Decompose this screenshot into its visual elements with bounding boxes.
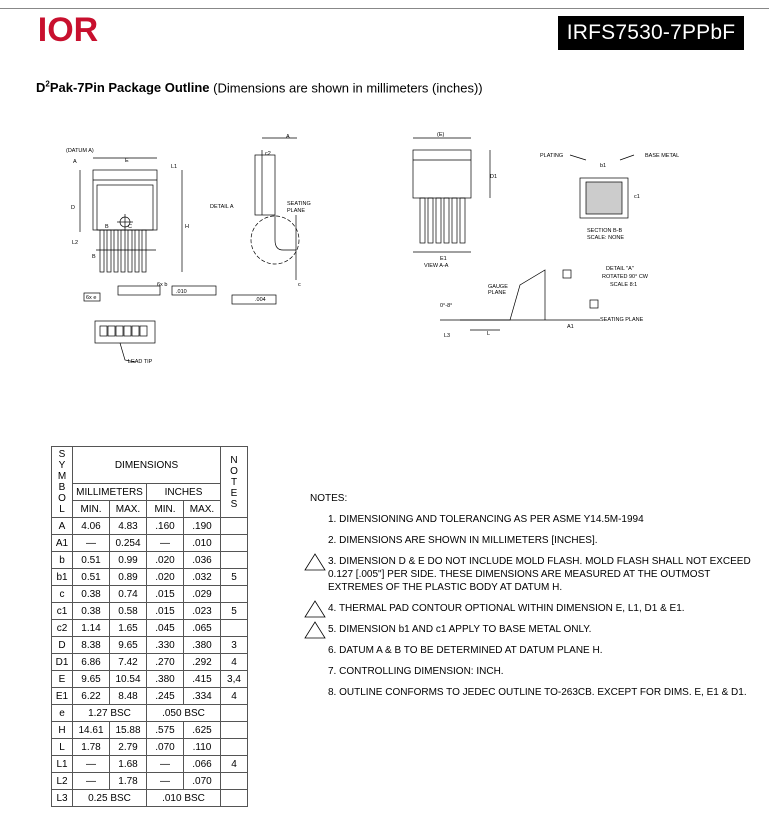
note-cell — [221, 705, 248, 722]
mm-min-cell: 0.38 — [73, 586, 110, 603]
svg-text:.010: .010 — [176, 289, 187, 295]
symbol-cell: L2 — [52, 773, 73, 790]
table-row — [52, 620, 248, 637]
inch-max-cell: .070 — [184, 773, 221, 790]
svg-text:LEAD TIP: LEAD TIP — [128, 359, 153, 365]
note-item — [310, 644, 765, 657]
header-rule — [0, 8, 769, 9]
mm-max-cell: 0.254 — [110, 535, 147, 552]
inch-max-cell: .380 — [184, 637, 221, 654]
table-row — [52, 535, 248, 552]
svg-text:SEATING PLANE: SEATING PLANE — [600, 317, 644, 323]
note-text: DATUM A & B TO BE DETERMINED AT DATUM PLANE H. — [339, 645, 603, 656]
table-row — [52, 518, 248, 535]
inch-max-cell: .110 — [184, 739, 221, 756]
inch-min-cell: .070 — [147, 739, 184, 756]
svg-text:PLATING: PLATING — [540, 153, 564, 159]
svg-text:SCALE: NONE: SCALE: NONE — [587, 235, 624, 241]
inch-max-cell: .065 — [184, 620, 221, 637]
inch-max-cell: .334 — [184, 688, 221, 705]
max-header: MAX. — [110, 501, 147, 518]
mm-min-cell: 0.51 — [73, 552, 110, 569]
symbol-cell: b1 — [52, 569, 73, 586]
note-item — [310, 534, 765, 547]
svg-text:H: H — [185, 224, 189, 230]
svg-text:0°-8°: 0°-8° — [440, 303, 453, 309]
table-header-row — [52, 447, 248, 484]
svg-text:VIEW A-A: VIEW A-A — [424, 263, 449, 269]
mm-min-cell: 6.22 — [73, 688, 110, 705]
mm-min-cell: — — [73, 756, 110, 773]
top-view-labels — [66, 148, 189, 301]
inch-bsc-cell: .010 BSC — [147, 790, 221, 807]
inches-header: INCHES — [147, 484, 221, 501]
svg-text:.004: .004 — [255, 297, 266, 303]
symbol-cell: E1 — [52, 688, 73, 705]
note-flag-triangle-icon — [304, 600, 326, 618]
svg-text:A1: A1 — [567, 324, 574, 330]
top-view — [80, 158, 216, 301]
note-number: 2. — [328, 535, 340, 546]
inch-min-cell: .015 — [147, 603, 184, 620]
note-text: DIMENSION b1 AND c1 APPLY TO BASE METAL ONLY. — [339, 624, 592, 635]
svg-text:c2: c2 — [265, 151, 271, 157]
note-cell — [221, 535, 248, 552]
ior-logo — [28, 10, 108, 46]
view-aa — [413, 138, 490, 252]
table-row — [52, 603, 248, 620]
mm-min-cell: 14.61 — [73, 722, 110, 739]
detail-a — [440, 270, 600, 330]
part-number: IRFS7530-7PPbF — [566, 21, 736, 44]
detail-a-labels — [440, 266, 649, 339]
inch-max-cell: .010 — [184, 535, 221, 552]
note-item — [310, 623, 765, 636]
mm-max-cell: 0.99 — [110, 552, 147, 569]
mm-max-cell: 9.65 — [110, 637, 147, 654]
note-cell: 5 — [221, 569, 248, 586]
inch-min-cell: .045 — [147, 620, 184, 637]
note-cell — [221, 586, 248, 603]
inch-min-cell: — — [147, 756, 184, 773]
svg-text:c1: c1 — [634, 194, 640, 200]
note-cell — [221, 773, 248, 790]
symbol-cell: b — [52, 552, 73, 569]
svg-text:GAUGE: GAUGE — [488, 284, 508, 290]
mm-min-cell: — — [73, 535, 110, 552]
svg-text:DETAIL "A": DETAIL "A" — [606, 266, 634, 272]
symbol-cell: H — [52, 722, 73, 739]
mm-max-cell: 15.88 — [110, 722, 147, 739]
note-number: 4. — [328, 603, 339, 614]
dimensions-header: DIMENSIONS — [73, 447, 221, 484]
mm-max-cell: 0.74 — [110, 586, 147, 603]
svg-text:E1: E1 — [440, 256, 447, 262]
page-title: $D^2Pak-7Pin$ Package Outline (Dimensions are shown in millimeters (inches)) — [36, 80, 483, 96]
svg-text:(E): (E) — [437, 132, 445, 138]
svg-text:c: c — [298, 282, 301, 288]
note-cell — [221, 722, 248, 739]
inch-min-cell: .020 — [147, 552, 184, 569]
note-cell: 3,4 — [221, 671, 248, 688]
mm-max-cell: 0.89 — [110, 569, 147, 586]
note-cell — [221, 552, 248, 569]
table-row — [52, 688, 248, 705]
note-number: 6. — [328, 645, 340, 656]
svg-text:SCALE 8:1: SCALE 8:1 — [610, 282, 638, 288]
note-number: 1. — [328, 514, 340, 525]
inch-min-cell: .330 — [147, 637, 184, 654]
mm-min-cell: 4.06 — [73, 518, 110, 535]
svg-text:SECTION B-B: SECTION B-B — [587, 228, 623, 234]
svg-text:6x e: 6x e — [86, 295, 97, 301]
mm-max-cell: 8.48 — [110, 688, 147, 705]
mm-max-cell: 4.83 — [110, 518, 147, 535]
symbol-cell: c — [52, 586, 73, 603]
svg-text:L3: L3 — [444, 333, 451, 339]
svg-text:C: C — [128, 224, 132, 230]
svg-text:B: B — [92, 254, 96, 260]
mm-max-cell: 1.68 — [110, 756, 147, 773]
mm-min-cell: 0.51 — [73, 569, 110, 586]
svg-text:E: E — [125, 158, 129, 164]
svg-text:L: L — [487, 331, 491, 337]
package-outline-drawings — [0, 110, 769, 440]
inch-max-cell: .415 — [184, 671, 221, 688]
note-cell — [221, 790, 248, 807]
mm-max-cell: 10.54 — [110, 671, 147, 688]
svg-text:SEATING: SEATING — [287, 201, 311, 207]
note-item — [310, 555, 765, 594]
mm-min-cell: 0.38 — [73, 603, 110, 620]
mm-min-cell: 9.65 — [73, 671, 110, 688]
inch-max-cell: .190 — [184, 518, 221, 535]
svg-text:D1: D1 — [490, 174, 498, 180]
note-text: DIMENSIONING AND TOLERANCING AS PER ASME Y14.5M-1994 — [339, 514, 644, 525]
note-number: 5. — [328, 624, 340, 635]
max-header: MAX. — [184, 501, 221, 518]
mm-min-cell: 1.14 — [73, 620, 110, 637]
note-flag-triangle-icon — [304, 621, 326, 639]
top-leads — [96, 230, 156, 272]
inch-max-cell: .036 — [184, 552, 221, 569]
svg-text:A: A — [286, 134, 290, 140]
symbol-cell: L — [52, 739, 73, 756]
mm-max-cell: 1.78 — [110, 773, 147, 790]
symbol-cell: L3 — [52, 790, 73, 807]
min-header: MIN. — [147, 501, 184, 518]
part-number-banner — [558, 16, 744, 50]
inch-max-cell: .023 — [184, 603, 221, 620]
svg-text:6x b: 6x b — [157, 282, 168, 288]
notes-section — [310, 492, 765, 707]
inch-min-cell: .245 — [147, 688, 184, 705]
view-aa-labels — [424, 132, 497, 269]
inch-max-cell: .066 — [184, 756, 221, 773]
svg-text:D: D — [71, 205, 75, 211]
mm-max-cell: 7.42 — [110, 654, 147, 671]
dimensions-table — [51, 446, 248, 807]
mm-bsc-cell: 0.25 BSC — [73, 790, 147, 807]
note-text: THERMAL PAD CONTOUR OPTIONAL WITHIN DIMENSION E, L1, D1 & E1. — [338, 603, 685, 614]
note-item — [310, 602, 765, 615]
side-view — [232, 138, 299, 304]
symbol-cell: e — [52, 705, 73, 722]
symbol-cell: D1 — [52, 654, 73, 671]
note-item — [310, 686, 765, 699]
table-row — [52, 739, 248, 756]
side-view-labels — [210, 134, 311, 303]
note-cell — [221, 620, 248, 637]
inch-min-cell: .575 — [147, 722, 184, 739]
note-flag-triangle-icon — [304, 553, 326, 571]
table-row — [52, 569, 248, 586]
svg-text:b1: b1 — [600, 163, 607, 169]
symbol-cell: c2 — [52, 620, 73, 637]
table-row — [52, 722, 248, 739]
logo-text: IOR — [37, 11, 99, 46]
note-cell: 3 — [221, 637, 248, 654]
note-cell: 4 — [221, 654, 248, 671]
mm-min-cell: 6.86 — [73, 654, 110, 671]
note-text: OUTLINE CONFORMS TO JEDEC OUTLINE TO-263CB. EXCEPT FOR DIMS. E, E1 & D1. — [339, 687, 747, 698]
table-row — [52, 705, 248, 722]
mm-min-cell: 1.78 — [73, 739, 110, 756]
mm-bsc-cell: 1.27 BSC — [73, 705, 147, 722]
inch-min-cell: — — [147, 773, 184, 790]
svg-text:BASE METAL: BASE METAL — [645, 153, 680, 159]
note-text: DIMENSION D & E DO NOT INCLUDE MOLD FLASH. MOLD FLASH SHALL NOT EXCEED 0.127 [.005"] PER SIDE. THESE DIMENSIONS ARE MEASURED AT THE OUTMOST EXTREMES OF THE PLASTIC BODY AT DATUM H. — [328, 556, 751, 593]
inch-bsc-cell: .050 BSC — [147, 705, 221, 722]
millimeters-header: MILLIMETERS — [73, 484, 147, 501]
mm-max-cell: 1.65 — [110, 620, 147, 637]
note-cell: 4 — [221, 688, 248, 705]
inch-min-cell: — — [147, 535, 184, 552]
table-row — [52, 637, 248, 654]
note-text: CONTROLLING DIMENSION: INCH. — [339, 666, 504, 677]
note-number: 8. — [328, 687, 340, 698]
inch-min-cell: .160 — [147, 518, 184, 535]
svg-text:(DATUM A): (DATUM A) — [66, 148, 94, 154]
note-cell: 5 — [221, 603, 248, 620]
symbol-cell: A1 — [52, 535, 73, 552]
table-row — [52, 671, 248, 688]
symbol-cell: E — [52, 671, 73, 688]
inch-max-cell: .032 — [184, 569, 221, 586]
inch-max-cell: .029 — [184, 586, 221, 603]
note-text: DIMENSIONS ARE SHOWN IN MILLIMETERS [INCHES]. — [339, 535, 598, 546]
inch-max-cell: .292 — [184, 654, 221, 671]
mm-min-cell: 8.38 — [73, 637, 110, 654]
table-row — [52, 552, 248, 569]
note-cell: 4 — [221, 756, 248, 773]
note-cell — [221, 518, 248, 535]
table-row — [52, 654, 248, 671]
symbol-cell: L1 — [52, 756, 73, 773]
svg-text:DETAIL A: DETAIL A — [210, 204, 234, 210]
inch-min-cell: .015 — [147, 586, 184, 603]
inch-min-cell: .380 — [147, 671, 184, 688]
inch-max-cell: .625 — [184, 722, 221, 739]
note-item — [310, 665, 765, 678]
table-row — [52, 790, 248, 807]
symbol-cell: c1 — [52, 603, 73, 620]
notes-heading: NOTES: — [310, 493, 348, 504]
table-row — [52, 586, 248, 603]
svg-text:B: B — [105, 224, 109, 230]
table-row — [52, 756, 248, 773]
symbol-cell: A — [52, 518, 73, 535]
note-item — [310, 513, 765, 526]
svg-text:L1: L1 — [171, 164, 178, 170]
notes-header: N O T E S — [221, 447, 248, 518]
svg-text:ROTATED 90° CW: ROTATED 90° CW — [602, 274, 648, 280]
note-number: 3. — [328, 556, 340, 567]
svg-text:L2: L2 — [72, 240, 79, 246]
mm-min-cell: — — [73, 773, 110, 790]
svg-text:A: A — [73, 159, 77, 165]
note-number: 7. — [328, 666, 340, 677]
min-header: MIN. — [73, 501, 110, 518]
symbol-header: S Y M B O L — [52, 447, 73, 518]
svg-text:PLANE: PLANE — [488, 290, 507, 296]
svg-text:PLANE: PLANE — [287, 208, 306, 214]
note-cell — [221, 739, 248, 756]
symbol-cell: D — [52, 637, 73, 654]
inch-min-cell: .270 — [147, 654, 184, 671]
mm-max-cell: 0.58 — [110, 603, 147, 620]
inch-min-cell: .020 — [147, 569, 184, 586]
mm-max-cell: 2.79 — [110, 739, 147, 756]
bottom-view — [95, 321, 155, 362]
table-row — [52, 773, 248, 790]
